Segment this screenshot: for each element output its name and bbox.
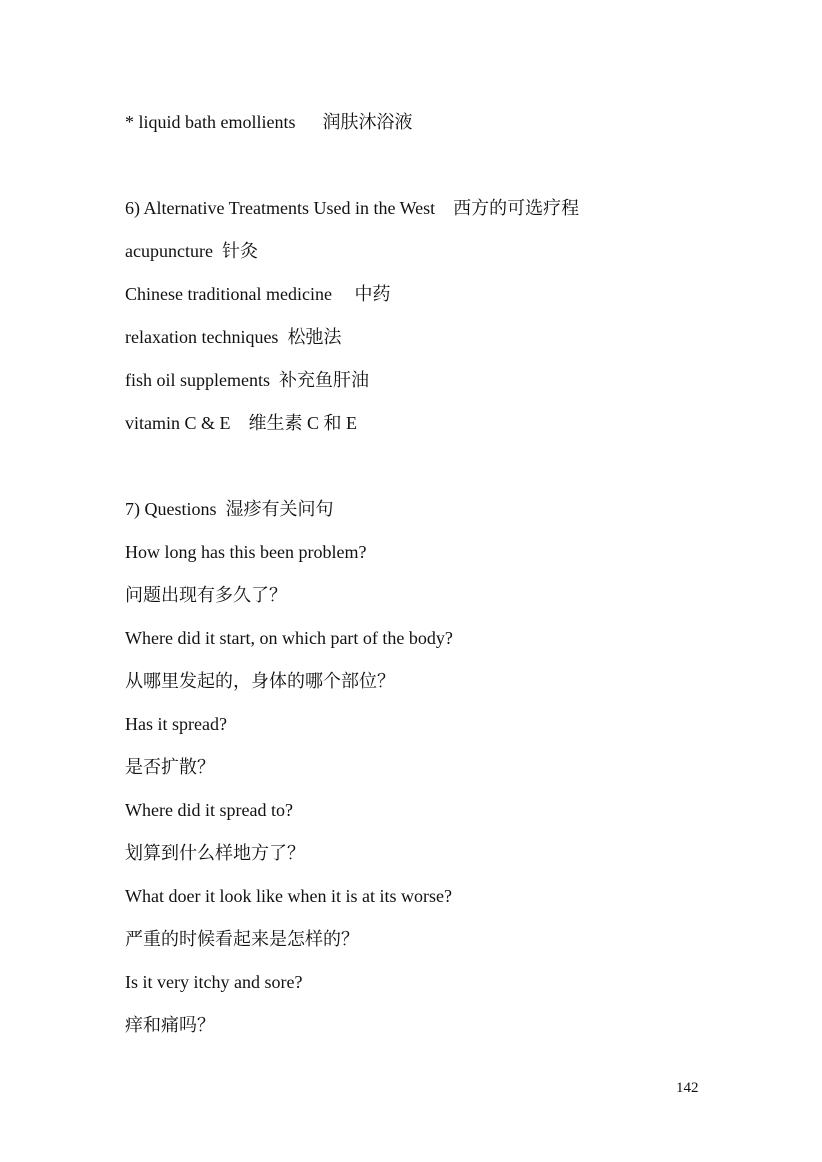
page-number: 142 [676, 1080, 699, 1096]
question-zh-itchy: 痒和痛吗？ [125, 1015, 215, 1035]
line-vitamins: vitamin C & E 维生素 C 和 E [125, 413, 357, 433]
question-zh-look-like: 严重的时候看起来是怎样的？ [125, 929, 359, 949]
question-zh-spread: 是否扩散？ [125, 757, 215, 777]
question-en-itchy: Is it very itchy and sore? [125, 972, 303, 992]
line-fish-oil: fish oil supplements 补充鱼肝油 [125, 370, 369, 390]
section-heading-alternative-treatments: 6) Alternative Treatments Used in the West 西方的可选疗程 [125, 198, 580, 218]
line-chinese-medicine: Chinese traditional medicine 中药 [125, 284, 391, 304]
question-zh-where-start: 从哪里发起的，身体的哪个部位？ [125, 671, 395, 691]
line-acupuncture: acupuncture 针灸 [125, 241, 258, 261]
line-bath-emollients: * liquid bath emollients 润肤沐浴液 [125, 112, 413, 132]
question-en-look-like: What doer it look like when it is at its worse? [125, 886, 452, 906]
question-en-how-long: How long has this been problem? [125, 542, 367, 562]
question-en-where-start: Where did it start, on which part of the body? [125, 628, 453, 648]
question-zh-spread-to: 划算到什么样地方了？ [125, 843, 305, 863]
question-zh-how-long: 问题出现有多久了？ [125, 585, 287, 605]
question-en-spread: Has it spread? [125, 714, 227, 734]
section-heading-questions: 7) Questions 湿疹有关问句 [125, 499, 334, 519]
question-en-spread-to: Where did it spread to? [125, 800, 293, 820]
line-relaxation: relaxation techniques 松弛法 [125, 327, 342, 347]
